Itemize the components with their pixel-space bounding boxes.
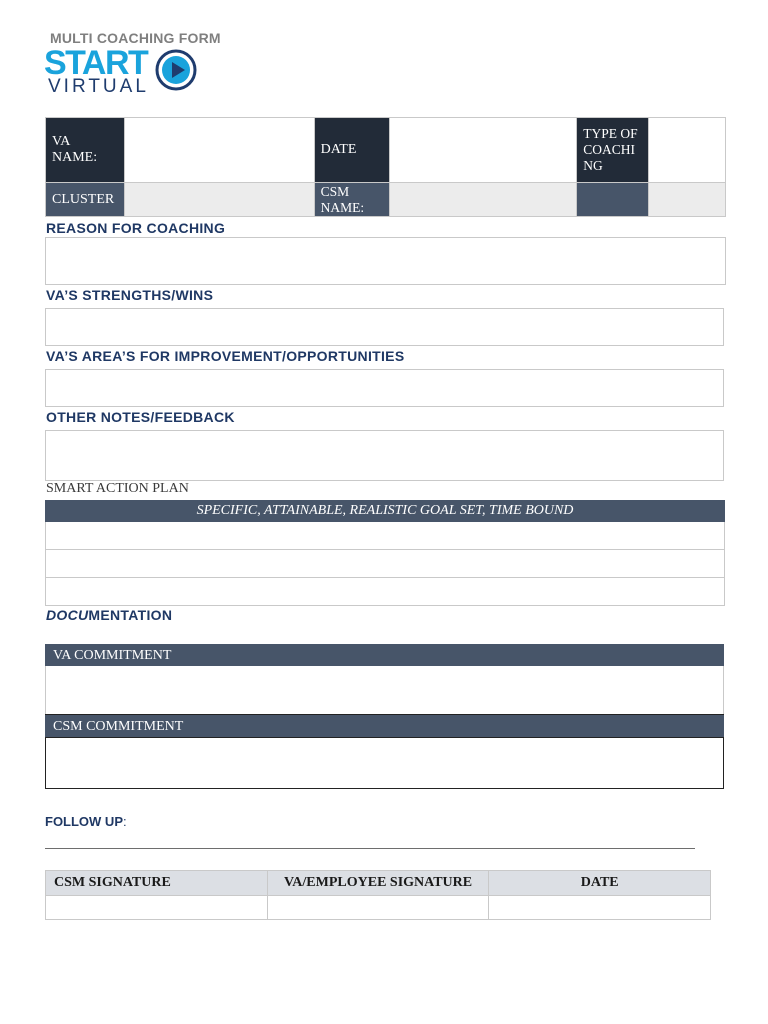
- other-notes-box[interactable]: [45, 430, 724, 481]
- smart-row[interactable]: [45, 578, 725, 606]
- form-title: MULTI COACHING FORM: [50, 30, 221, 46]
- csm-signature-label: CSM SIGNATURE: [46, 871, 268, 896]
- smart-action-plan-band: SPECIFIC, ATTAINABLE, REALISTIC GOAL SET, TIME BOUND: [45, 500, 725, 522]
- cluster-label: CLUSTER: [46, 183, 125, 217]
- csm-commitment-band: CSM COMMITMENT: [45, 714, 724, 737]
- csm-signature-field[interactable]: [46, 896, 268, 920]
- va-signature-label: VA/EMPLOYEE SIGNATURE: [267, 871, 489, 896]
- va-commitment-box[interactable]: [45, 666, 724, 715]
- type-of-coaching-label: TYPE OF COACHING: [577, 118, 649, 183]
- date-label: DATE: [314, 118, 389, 183]
- improvement-heading: VA’S AREA’S FOR IMPROVEMENT/OPPORTUNITIES: [46, 348, 405, 364]
- improvement-box[interactable]: [45, 369, 724, 407]
- documentation-heading-rest: MENTATION: [88, 607, 173, 623]
- signature-table: [45, 870, 711, 920]
- follow-up-label-text: FOLLOW UP: [45, 814, 123, 829]
- start-virtual-logo: [44, 44, 204, 100]
- smart-row[interactable]: [45, 550, 725, 578]
- strengths-box[interactable]: [45, 308, 724, 346]
- type-of-coaching-field[interactable]: [649, 118, 726, 183]
- documentation-heading: [46, 607, 172, 623]
- csm-commitment-box[interactable]: [45, 737, 724, 789]
- follow-up-label: [45, 814, 127, 829]
- documentation-heading-italic: DOCU: [46, 607, 89, 623]
- smart-action-plan-title: SMART ACTION PLAN: [46, 481, 189, 496]
- logo-text-start: START: [44, 44, 148, 82]
- va-commitment-band: VA COMMITMENT: [45, 644, 724, 667]
- va-name-label: VA NAME:: [46, 118, 125, 183]
- follow-up-line[interactable]: [45, 848, 695, 849]
- cluster-field[interactable]: [124, 183, 314, 217]
- logo-text-virtual: VIRTUAL: [48, 76, 149, 97]
- va-name-field[interactable]: [124, 118, 314, 183]
- csm-name-label: CSM NAME:: [314, 183, 389, 217]
- signature-date-field[interactable]: [489, 896, 711, 920]
- type-of-coaching-extra-field[interactable]: [649, 183, 726, 217]
- csm-name-field[interactable]: [389, 183, 577, 217]
- other-notes-heading: OTHER NOTES/FEEDBACK: [46, 409, 235, 425]
- signature-date-label: DATE: [489, 871, 711, 896]
- follow-up-colon: :: [123, 814, 127, 829]
- strengths-heading: VA’S STRENGTHS/WINS: [46, 287, 214, 303]
- reason-for-coaching-heading: REASON FOR COACHING: [46, 220, 226, 236]
- reason-for-coaching-box[interactable]: [45, 237, 726, 285]
- coaching-info-table: [45, 117, 726, 217]
- date-field[interactable]: [389, 118, 577, 183]
- smart-row[interactable]: [45, 522, 725, 550]
- type-of-coaching-filler: [577, 183, 649, 217]
- va-signature-field[interactable]: [267, 896, 489, 920]
- play-circle-icon: [154, 48, 198, 92]
